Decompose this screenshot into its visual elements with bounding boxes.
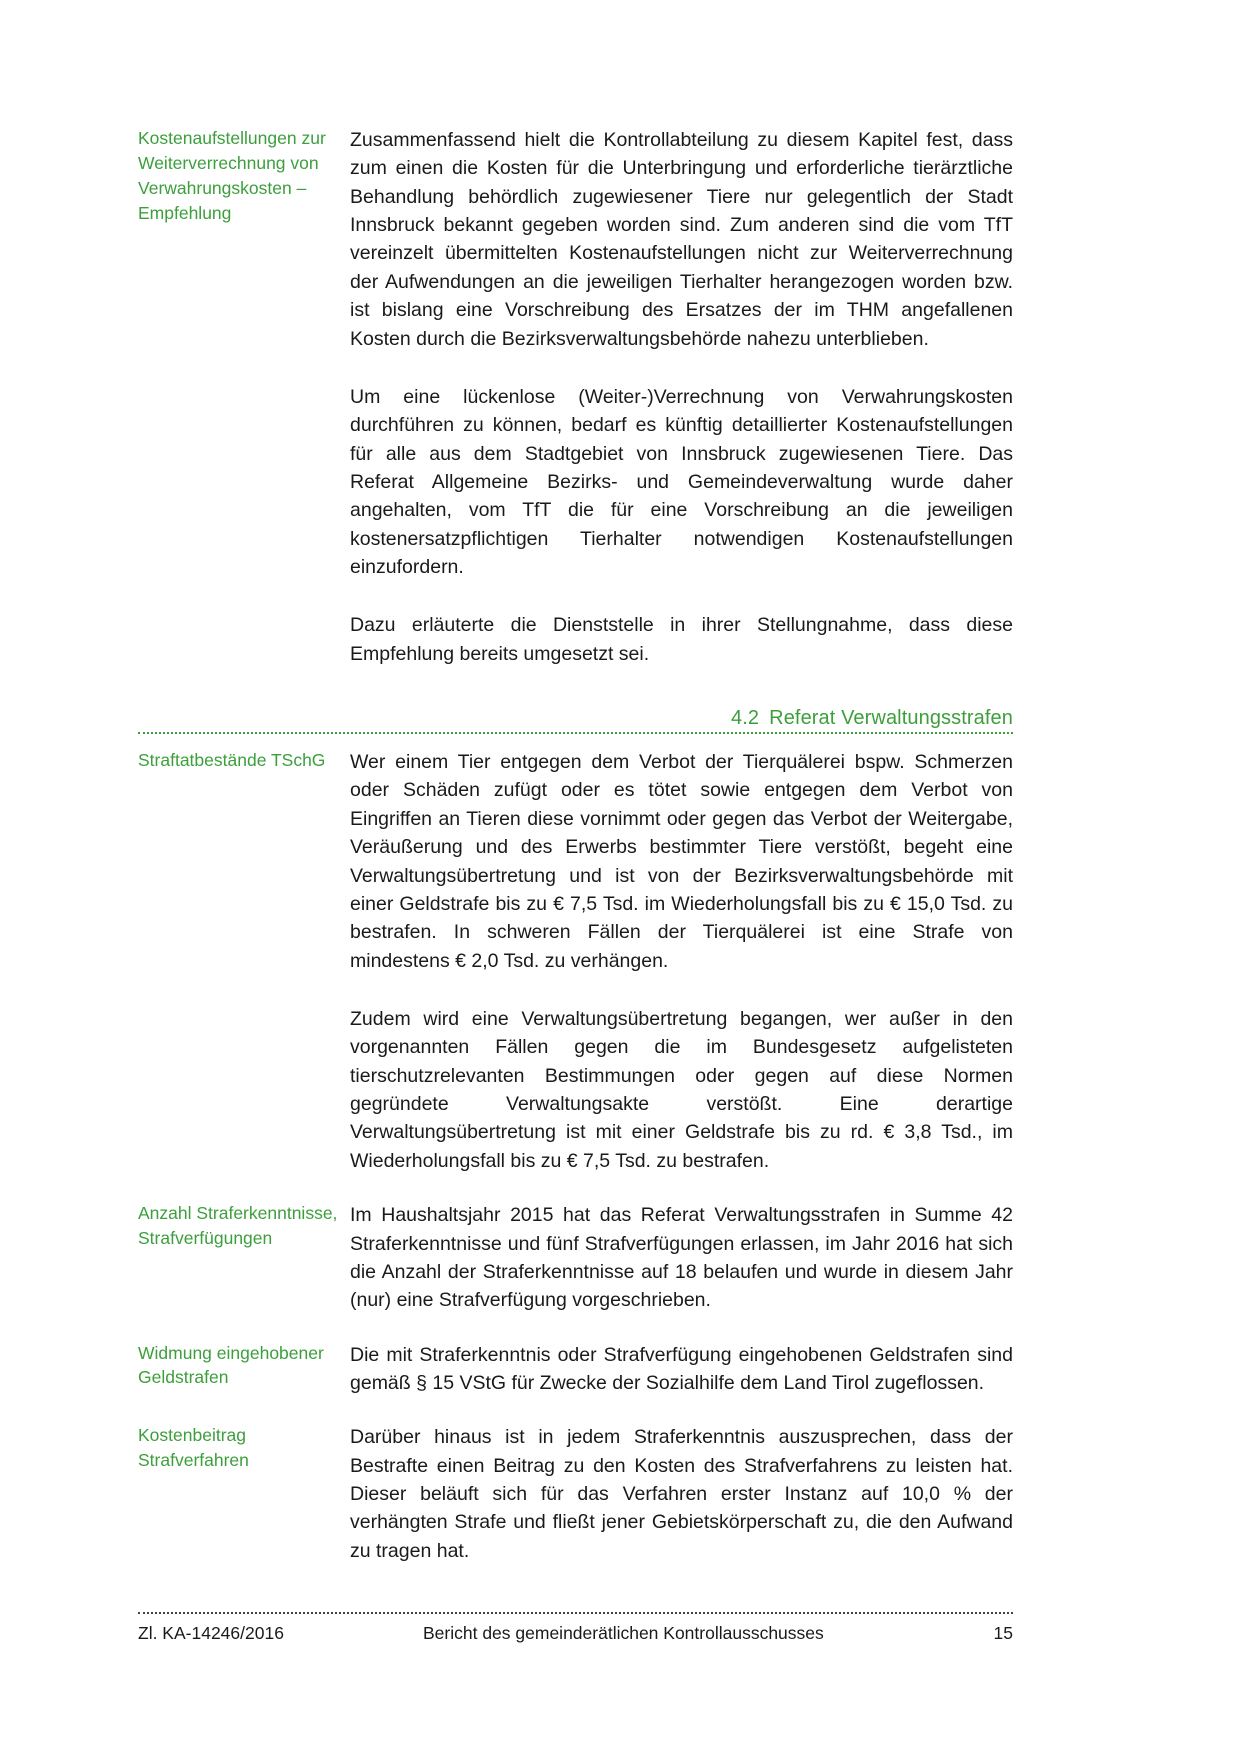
paragraph: Wer einem Tier entgegen dem Verbot der Tierquälerei bspw. Schmerzen oder Schäden zufügt oder es tötet sowie entgegen dem Verbot von Eingriffen an Tieren diese vornimmt oder gegen das Verbot der Weitergabe, Veräußerung und des Erwerbs bestimmter Tiere verstößt, begeht eine Verwaltungsübertretung und ist von der Bezirksverwaltungsbehörde mit einer Geldstrafe bis zu € 7,5 Tsd. im Wiederholungsfall bis zu € 15,0 Tsd. zu bestrafen. In schweren Fällen der Tierquälerei ist eine Strafe von mindestens € 2,0 Tsd. zu verhängen. [350,751,1013,972]
footer-title: Bericht des gemeinderätlichen Kontrollausschusses [423,1623,824,1643]
marginal-note: Straftatbestände TSchG [138,750,326,771]
section-body [350,1341,1013,1398]
section-body [350,1201,1013,1314]
section-title: Referat Verwaltungsstrafen [769,707,1013,730]
paragraph-spacer [350,581,1013,611]
marginal-note: Kostenaufstellungen zur Weiterverrechnung von Verwahrungskosten – Empfehlung [138,128,326,223]
page-content [138,126,1013,1565]
footer-page-number: 15 [993,1623,1013,1643]
document-section [138,1423,1013,1565]
paragraph: Zudem wird eine Verwaltungsübertretung begangen, wer außer in den vorgenannten Fällen gegen die im Bundesgesetz aufgelisteten tierschutzrelevanten Bestimmungen oder gegen auf diese Normen gegründete Verwaltungsakte verstößt. Eine derartige Verwaltungsübertretung ist mit einer Geldstrafe bis zu rd. € 3,8 Tsd., im Wiederholungsfall bis zu € 7,5 Tsd. zu bestrafen. [350,1007,1013,1172]
document-section [138,1201,1013,1314]
document-section [138,1341,1013,1398]
paragraph: Um eine lückenlose (Weiter-)Verrechnung von Verwahrungskosten durchführen zu können, bedarf es künftig detaillierter Kostenaufstellungen für alle aus dem Stadtgebiet von Innsbruck zugewiesenen Tiere. Das Referat Allgemeine Bezirks- und Gemeindeverwaltung wurde daher angehalten, vom TfT die für eine Vorschreibung an die jeweiligen kostenersatzpflichtigen Tierhalter notwendigen Kostenaufstellungen einzufordern. [350,385,1013,579]
section-spacer [138,1397,1013,1423]
section-body [350,126,1013,668]
section-number: 4.2 [731,707,760,730]
section-body [350,748,1013,1175]
paragraph: Dazu erläuterte die Dienststelle in ihrer Stellungnahme, dass diese Empfehlung bereits umgesetzt sei. [350,614,1013,665]
section-heading [138,702,1013,732]
paragraph: Die mit Straferkenntnis oder Strafverfügung eingehobenen Geldstrafen sind gemäß § 15 VStG für Zwecke der Sozialhilfe dem Land Tirol zugeflossen. [350,1343,1013,1394]
footer-divider [138,1612,1013,1614]
footer-reference: Zl. KA-14246/2016 [138,1623,284,1643]
section-spacer [138,1315,1013,1341]
paragraph: Im Haushaltsjahr 2015 hat das Referat Verwaltungsstrafen in Summe 42 Straferkenntnisse und fünf Strafverfügungen erlassen, im Jahr 2016 hat sich die Anzahl der Straferkenntnisse auf 18 belaufen und wurde in diesem Jahr (nur) eine Strafverfügung vorgeschrieben. [350,1204,1013,1312]
marginal-note: Widmung eingehobener Geldstrafen [138,1342,324,1388]
section-body [350,1423,1013,1565]
section-divider [138,732,1013,734]
paragraph: Zusammenfassend hielt die Kontrollabteilung zu diesem Kapitel fest, dass zum einen die Kosten für die Unterbringung und erforderliche tierärztliche Behandlung behördlich zugewiesener Tiere nur gelegentlich der Stadt Innsbruck bekannt gegeben worden sind. Zum anderen sind die vom TfT vereinzelt übermittelten Kostenaufstellungen nicht zur Weiterverrechnung der Aufwendungen an die jeweiligen Tierhalter herangezogen worden bzw. ist bislang eine Vorschreibung des Ersatzes der im THM angefallenen Kosten durch die Bezirksverwaltungsbehörde nahezu unterblieben. [350,129,1013,350]
paragraph-spacer [350,353,1013,383]
page-footer [138,1612,1013,1644]
marginal-note: Kostenbeitrag Strafverfahren [138,1425,249,1471]
footer-line [138,1623,1013,1644]
paragraph: Darüber hinaus ist in jedem Straferkenntnis auszusprechen, dass der Bestrafte einen Beitrag zu den Kosten des Strafverfahrens zu leisten hat. Dieser beläuft sich für das Verfahren erster Instanz auf 10,0 % der verhängten Strafe und fließt jener Gebietskörperschaft zu, die den Aufwand zu tragen hat. [350,1426,1013,1562]
paragraph-spacer [350,975,1013,1005]
document-section [138,126,1013,668]
section-heading-block [138,702,1013,734]
marginal-note: Anzahl Straferkenntnisse, Strafverfügungen [138,1203,338,1248]
document-section [138,748,1013,1175]
section-spacer [138,1175,1013,1201]
